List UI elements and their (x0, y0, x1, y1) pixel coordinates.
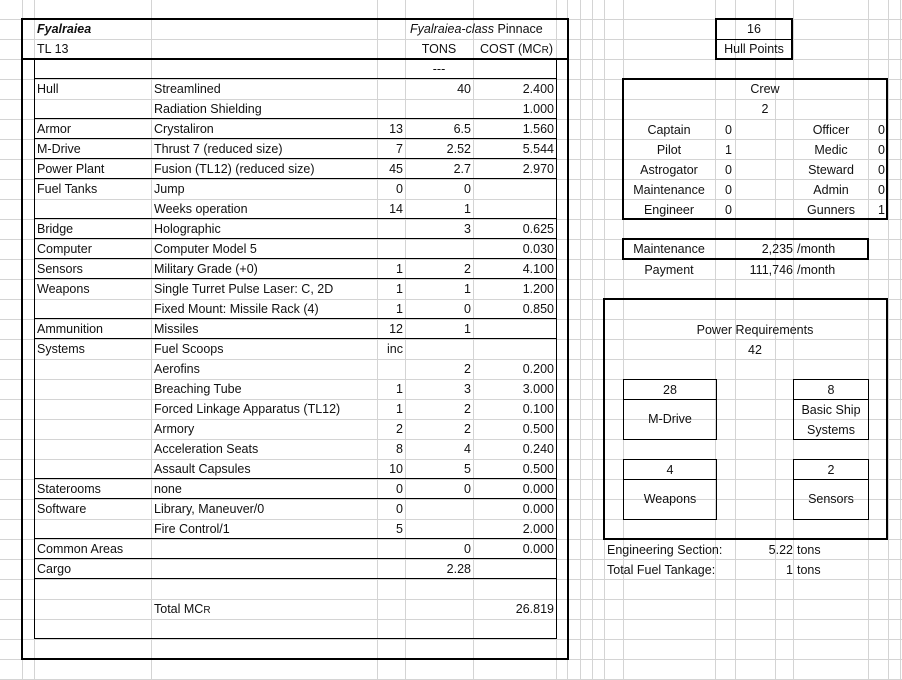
row-tons[interactable]: 3 (464, 382, 471, 396)
row-tons[interactable]: 5 (464, 462, 471, 476)
section-divider (34, 498, 556, 499)
row-tons[interactable]: 0 (464, 302, 471, 316)
sensors-power-label[interactable]: Sensors (808, 492, 854, 506)
power-title[interactable]: Power Requirements (696, 323, 814, 337)
row-tons[interactable]: 1 (464, 282, 471, 296)
class-title[interactable] (410, 19, 543, 39)
row-section[interactable]: Bridge (37, 222, 74, 236)
class-type: Pinnace (497, 22, 543, 36)
row-qty[interactable] (377, 219, 403, 239)
payment-label[interactable]: Payment (644, 263, 694, 277)
section-divider (34, 478, 556, 479)
row-qty[interactable] (377, 539, 403, 559)
row-tons[interactable]: 0 (464, 182, 471, 196)
row-item[interactable]: Military Grade (+0) (154, 262, 258, 276)
row-cost[interactable]: 0.000 (522, 542, 554, 556)
row-tons[interactable]: 2 (464, 402, 471, 416)
row-cost[interactable]: 0.500 (522, 462, 554, 476)
row-item[interactable]: Aerofins (154, 362, 200, 376)
row-section[interactable]: Armor (37, 122, 72, 136)
row-item[interactable]: Holographic (154, 222, 221, 236)
maintenance-label[interactable]: Maintenance (633, 242, 705, 256)
section-divider (34, 238, 556, 239)
crew-role-count[interactable]: 0 (878, 183, 885, 197)
crew-role-label[interactable]: Officer (812, 123, 850, 137)
row-cost[interactable] (473, 339, 554, 359)
row-cost[interactable]: 0.030 (522, 242, 554, 256)
row-item[interactable]: Fixed Mount: Missile Rack (4) (154, 302, 319, 316)
basic-systems-power-label-2[interactable]: Systems (807, 423, 855, 437)
row-qty[interactable]: 14 (389, 202, 403, 216)
payment-value[interactable]: 111,746 (749, 263, 793, 277)
hull-points-label[interactable]: Hull Points (724, 42, 784, 56)
row-section[interactable]: Fuel Tanks (37, 182, 98, 196)
section-divider (34, 538, 556, 539)
fuel-tankage-unit[interactable]: tons (797, 563, 821, 577)
row-section[interactable]: Hull (37, 82, 59, 96)
row-qty[interactable]: 12 (389, 322, 403, 336)
row-section[interactable]: Ammunition (37, 322, 103, 336)
sensors-power-value[interactable]: 2 (827, 463, 835, 477)
row-tons[interactable]: 2.52 (446, 142, 471, 156)
row-item[interactable]: Computer Model 5 (154, 242, 257, 256)
outer-left-border (21, 58, 23, 660)
row-cost[interactable] (473, 199, 554, 219)
row-cost[interactable] (473, 559, 554, 579)
crew-role-label[interactable]: Admin (813, 183, 849, 197)
payment-unit[interactable]: /month (797, 263, 836, 277)
row-qty[interactable]: 10 (389, 462, 403, 476)
crew-role-count[interactable]: 1 (878, 203, 885, 217)
row-item[interactable]: Assault Capsules (154, 462, 251, 476)
row-cost[interactable]: 0.000 (522, 502, 554, 516)
row-qty[interactable] (377, 239, 403, 259)
row-section[interactable]: Computer (37, 242, 92, 256)
row-cost[interactable]: 0.625 (522, 222, 554, 236)
crew-role-label[interactable]: Gunners (807, 203, 855, 217)
engineering-unit[interactable]: tons (797, 543, 821, 557)
row-item[interactable]: Fusion (TL12) (reduced size) (154, 162, 315, 176)
dashes[interactable]: --- (432, 62, 446, 76)
section-divider (34, 278, 556, 279)
row-cost[interactable]: 2.000 (522, 522, 554, 536)
basic-systems-power-label-1[interactable]: Basic Ship (801, 403, 861, 417)
row-item[interactable]: Crystaliron (154, 122, 214, 136)
row-item[interactable]: Jump (154, 182, 185, 196)
tech-level[interactable]: TL 13 (37, 42, 69, 56)
row-section[interactable]: Cargo (37, 562, 72, 576)
section-divider (34, 558, 556, 559)
section-divider (34, 218, 556, 219)
outer-bottom-border (21, 658, 569, 660)
row-qty[interactable] (377, 559, 403, 579)
power-total[interactable]: 42 (748, 343, 762, 357)
row-tons[interactable] (405, 239, 471, 259)
row-section[interactable]: M-Drive (37, 142, 81, 156)
row-cost[interactable]: 3.000 (522, 382, 554, 396)
crew-role-count[interactable]: 1 (725, 143, 732, 157)
row-section[interactable]: Power Plant (37, 162, 105, 176)
maintenance-unit[interactable]: /month (797, 242, 836, 256)
cost-header-end: ) (548, 42, 553, 56)
row-cost[interactable]: 1.000 (522, 102, 554, 116)
row-item[interactable]: Weeks operation (154, 202, 248, 216)
row-cost[interactable]: 0.850 (522, 302, 554, 316)
mdrive-power-label[interactable]: M-Drive (648, 412, 692, 426)
row-qty[interactable]: 13 (389, 122, 403, 136)
row-item[interactable]: Thrust 7 (reduced size) (154, 142, 283, 156)
crew-role-count[interactable]: 0 (878, 163, 885, 177)
weapons-power-value[interactable]: 4 (666, 463, 674, 477)
crew-role-label[interactable]: Engineer (643, 203, 695, 217)
mdrive-power-value[interactable]: 28 (663, 383, 677, 397)
row-qty[interactable]: 5 (396, 522, 403, 536)
row-qty[interactable]: 45 (389, 162, 403, 176)
row-cost[interactable]: 4.100 (522, 262, 554, 276)
crew-role-label[interactable]: Steward (808, 163, 854, 177)
row-tons[interactable] (405, 339, 471, 359)
row-qty[interactable]: 0 (396, 482, 403, 496)
row-section[interactable]: Systems (37, 342, 85, 356)
row-tons[interactable]: 2 (464, 262, 471, 276)
inner-left-border (34, 58, 35, 639)
cost-header[interactable] (480, 39, 553, 59)
crew-role-label[interactable]: Captain (647, 123, 691, 137)
fuel-tankage-value[interactable]: 1 (786, 563, 793, 577)
row-tons[interactable]: 0 (464, 482, 471, 496)
basic-systems-power-value[interactable]: 8 (827, 383, 835, 397)
row-qty[interactable]: 0 (396, 182, 403, 196)
row-section[interactable]: Sensors (37, 262, 83, 276)
row-tons[interactable] (405, 99, 471, 119)
row-item[interactable]: Streamlined (154, 82, 221, 96)
row-cost[interactable]: 2.970 (522, 162, 554, 176)
row-qty[interactable]: 1 (396, 382, 403, 396)
row-tons[interactable]: 4 (464, 442, 471, 456)
crew-role-count[interactable]: 0 (878, 123, 885, 137)
class-name: Fyalraiea-class (410, 22, 495, 36)
row-tons[interactable]: 6.5 (453, 122, 471, 136)
crew-role-count[interactable]: 0 (725, 123, 732, 137)
row-section[interactable]: Staterooms (37, 482, 101, 496)
row-item[interactable]: none (154, 482, 182, 496)
maintenance-value[interactable]: 2,235 (761, 242, 793, 256)
row-item[interactable]: Forced Linkage Apparatus (TL12) (154, 402, 341, 416)
section-divider (34, 258, 556, 259)
fuel-tankage-label[interactable]: Total Fuel Tankage: (607, 563, 716, 577)
row-qty[interactable]: inc (387, 342, 403, 356)
row-cost[interactable]: 0.240 (522, 442, 554, 456)
section-divider (34, 338, 556, 339)
row-cost[interactable] (473, 179, 554, 199)
row-item[interactable]: Single Turret Pulse Laser: C, 2D (154, 282, 334, 296)
crew-role-count[interactable]: 0 (878, 143, 885, 157)
row-cost[interactable]: 0.000 (522, 482, 554, 496)
crew-title[interactable]: Crew (750, 82, 780, 96)
row-item[interactable]: Armory (154, 422, 195, 436)
row-tons[interactable]: 0 (464, 542, 471, 556)
row-cost[interactable]: 1.560 (522, 122, 554, 136)
total-label-sc: R (203, 605, 211, 616)
row-cost[interactable]: 0.500 (522, 422, 554, 436)
ship-name[interactable]: Fyalraiea (37, 22, 92, 36)
row-section[interactable]: Software (37, 502, 87, 516)
row-section[interactable]: Weapons (37, 282, 90, 296)
engineering-label[interactable]: Engineering Section: (607, 543, 723, 557)
section-divider (34, 178, 556, 179)
row-qty[interactable]: 7 (396, 142, 403, 156)
section-divider (34, 78, 556, 79)
crew-role-count[interactable]: 0 (725, 183, 732, 197)
row-item[interactable]: Acceleration Seats (154, 442, 259, 456)
section-divider (34, 138, 556, 139)
crew-role-count[interactable]: 0 (725, 203, 732, 217)
section-divider (34, 118, 556, 119)
row-qty[interactable]: 1 (396, 302, 403, 316)
row-qty[interactable]: 1 (396, 282, 403, 296)
row-tons[interactable]: 2 (464, 422, 471, 436)
row-tons[interactable]: 2 (464, 362, 471, 376)
tons-header[interactable]: TONS (421, 42, 457, 56)
row-section[interactable]: Common Areas (37, 542, 124, 556)
total-label-text: Total MC (154, 602, 204, 616)
crew-role-count[interactable]: 0 (725, 163, 732, 177)
inner-right-border (556, 58, 557, 639)
cost-header-text: COST (MC (480, 42, 542, 56)
row-tons[interactable]: 1 (464, 202, 471, 216)
row-item[interactable]: Fire Control/1 (154, 522, 230, 536)
cost-header-sc: R (541, 45, 549, 56)
row-cost[interactable]: 1.200 (522, 282, 554, 296)
row-qty[interactable] (377, 99, 403, 119)
crew-role-label[interactable]: Pilot (656, 143, 682, 157)
crew-role-label[interactable]: Maintenance (633, 183, 705, 197)
row-item[interactable]: Radiation Shielding (154, 102, 262, 116)
section-divider (34, 318, 556, 319)
crew-role-label[interactable]: Medic (814, 143, 848, 157)
total-value[interactable]: 26.819 (515, 602, 554, 616)
row-tons[interactable]: 40 (457, 82, 471, 96)
row-cost[interactable]: 0.200 (522, 362, 554, 376)
row-item[interactable]: Breaching Tube (154, 382, 242, 396)
row-qty[interactable]: 1 (396, 262, 403, 276)
weapons-power-label[interactable]: Weapons (643, 492, 697, 506)
engineering-value[interactable]: 5.22 (768, 543, 793, 557)
section-divider (34, 158, 556, 159)
row-qty[interactable]: 2 (396, 422, 403, 436)
row-item[interactable]: Missiles (154, 322, 199, 336)
row-qty[interactable]: 8 (396, 442, 403, 456)
row-tons[interactable]: 2.28 (446, 562, 471, 576)
row-qty[interactable] (377, 359, 403, 379)
row-item[interactable]: Fuel Scoops (154, 342, 224, 356)
row-cost[interactable]: 5.544 (522, 142, 554, 156)
row-qty[interactable]: 1 (396, 402, 403, 416)
row-tons[interactable]: 2.7 (453, 162, 471, 176)
crew-role-label[interactable]: Astrogator (640, 163, 698, 177)
row-cost[interactable] (473, 319, 554, 339)
row-tons[interactable] (405, 519, 471, 539)
hull-points-value[interactable]: 16 (747, 22, 761, 36)
row-tons[interactable]: 1 (464, 322, 471, 336)
row-cost[interactable]: 0.100 (522, 402, 554, 416)
row-cost[interactable]: 2.400 (522, 82, 554, 96)
row-tons[interactable]: 3 (464, 222, 471, 236)
total-label[interactable] (154, 599, 211, 619)
section-divider (34, 578, 556, 579)
row-item[interactable]: Library, Maneuver/0 (154, 502, 265, 516)
row-qty[interactable] (377, 79, 403, 99)
inner-bottom-border (34, 638, 556, 639)
row-qty[interactable]: 0 (396, 502, 403, 516)
outer-right-border (567, 58, 569, 660)
row-tons[interactable] (405, 499, 471, 519)
crew-total[interactable]: 2 (761, 102, 769, 116)
